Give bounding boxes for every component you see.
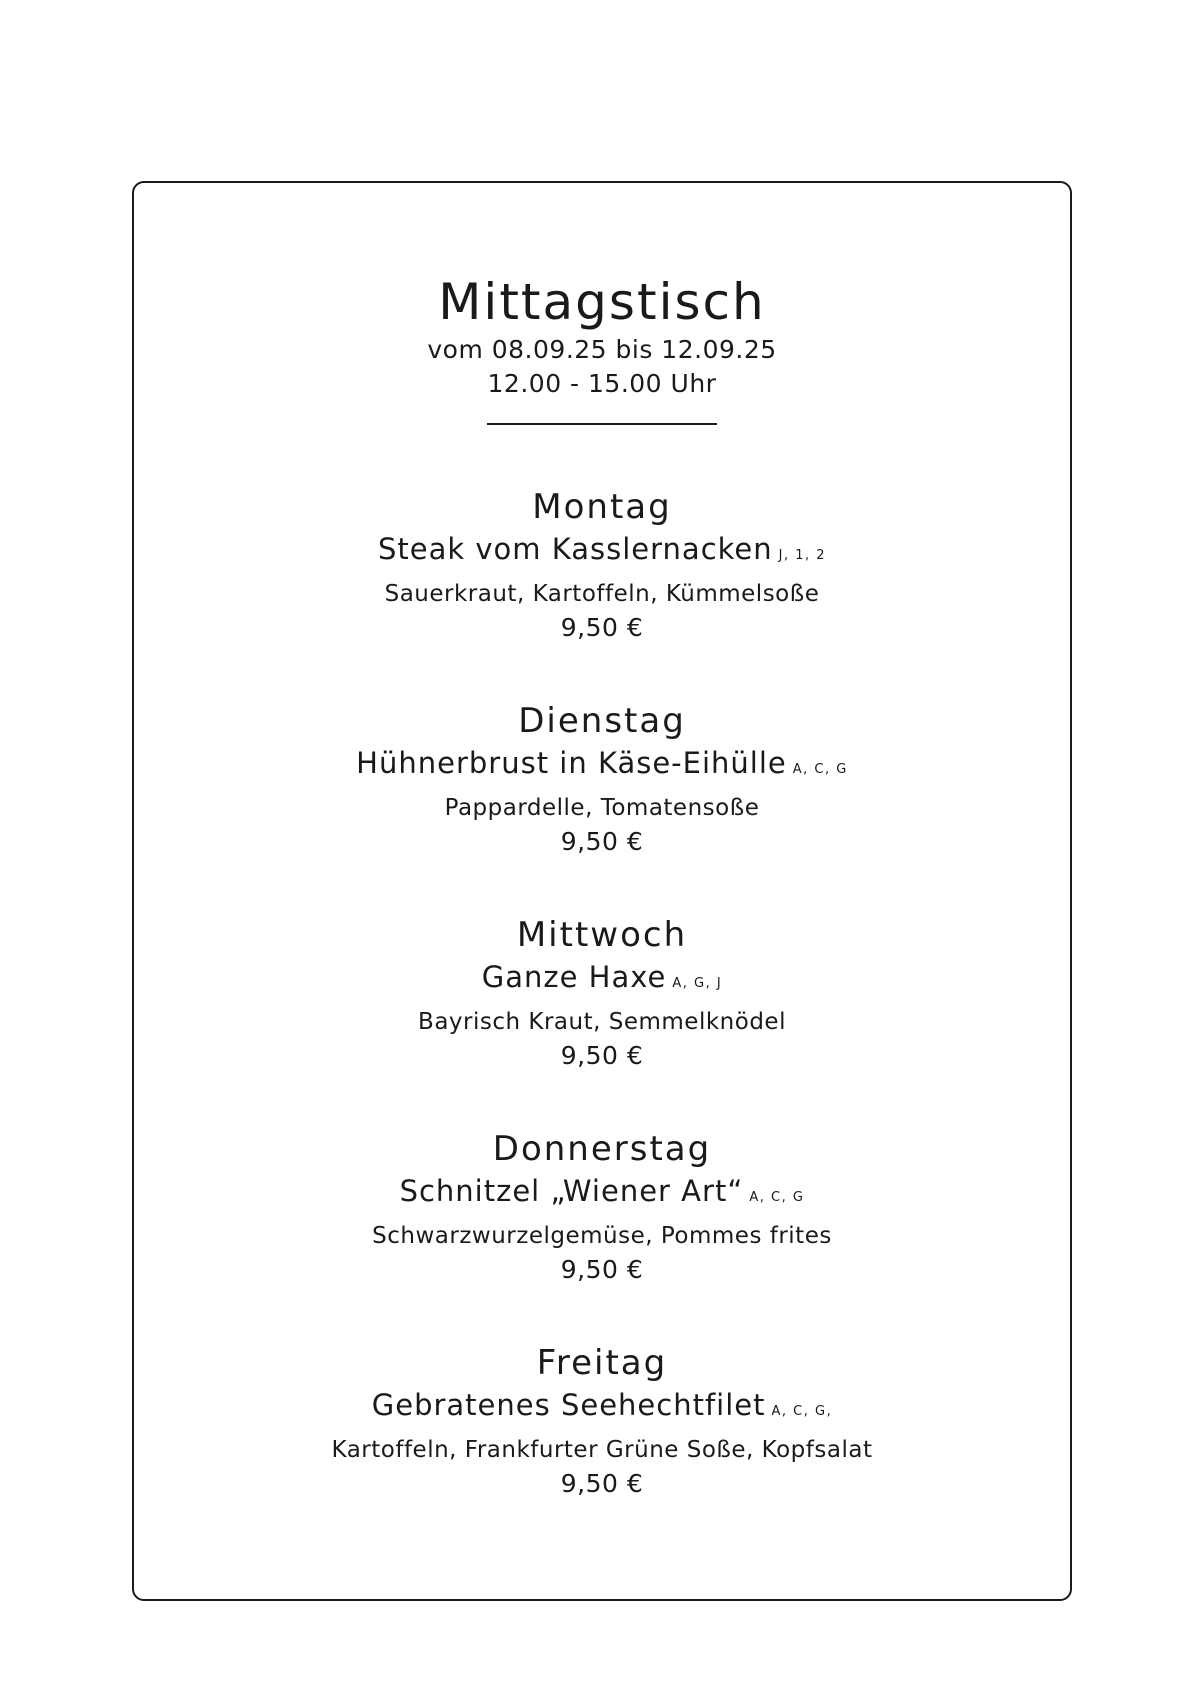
dish-name: Schnitzel „Wiener Art“: [399, 1174, 744, 1208]
dish-line: [134, 957, 1070, 1004]
dish-name: Gebratenes Seehechtfilet: [371, 1388, 766, 1422]
day-monday: [134, 485, 1070, 699]
day-thursday: [134, 1127, 1070, 1341]
allergen-codes: A, C, G: [792, 762, 848, 777]
price: 9,50 €: [560, 1255, 644, 1284]
side-dishes: Bayrisch Kraut, Semmelknödel: [418, 1009, 786, 1035]
menu-title: Mittagstisch: [438, 273, 766, 331]
allergen-codes: A, C, G: [749, 1190, 805, 1205]
price: 9,50 €: [560, 827, 644, 856]
dish-name: Hühnerbrust in Käse-Eihülle: [356, 746, 787, 780]
side-dishes: Schwarzwurzelgemüse, Pommes frites: [372, 1223, 832, 1249]
price: 9,50 €: [560, 1041, 644, 1070]
menu-content: [134, 271, 1070, 1555]
day-name: Dienstag: [518, 701, 686, 741]
day-name: Donnerstag: [492, 1129, 712, 1169]
day-name: Freitag: [536, 1343, 668, 1383]
day-friday: [134, 1341, 1070, 1555]
allergen-codes: A, C, G,: [771, 1404, 833, 1419]
day-name: Montag: [532, 487, 672, 527]
price: 9,50 €: [560, 1469, 644, 1498]
day-name: Mittwoch: [516, 915, 688, 955]
allergen-codes: J, 1, 2: [778, 548, 827, 563]
dish-line: [134, 529, 1070, 576]
day-tuesday: [134, 699, 1070, 913]
allergen-codes: A, G, J: [672, 976, 723, 991]
opening-hours: 12.00 - 15.00 Uhr: [487, 369, 717, 398]
day-wednesday: [134, 913, 1070, 1127]
header-divider: [487, 423, 717, 425]
dish-line: [134, 1171, 1070, 1218]
date-range: vom 08.09.25 bis 12.09.25: [427, 335, 777, 364]
side-dishes: Kartoffeln, Frankfurter Grüne Soße, Kopfsalat: [331, 1437, 873, 1463]
dish-line: [134, 1385, 1070, 1432]
dish-name: Ganze Haxe: [481, 960, 667, 994]
day-list: [134, 485, 1070, 1555]
side-dishes: Pappardelle, Tomatensoße: [444, 795, 760, 821]
dish-name: Steak vom Kasslernacken: [377, 532, 773, 566]
menu-card: [132, 181, 1072, 1601]
dish-line: [134, 743, 1070, 790]
side-dishes: Sauerkraut, Kartoffeln, Kümmelsoße: [384, 581, 820, 607]
price: 9,50 €: [560, 613, 644, 642]
